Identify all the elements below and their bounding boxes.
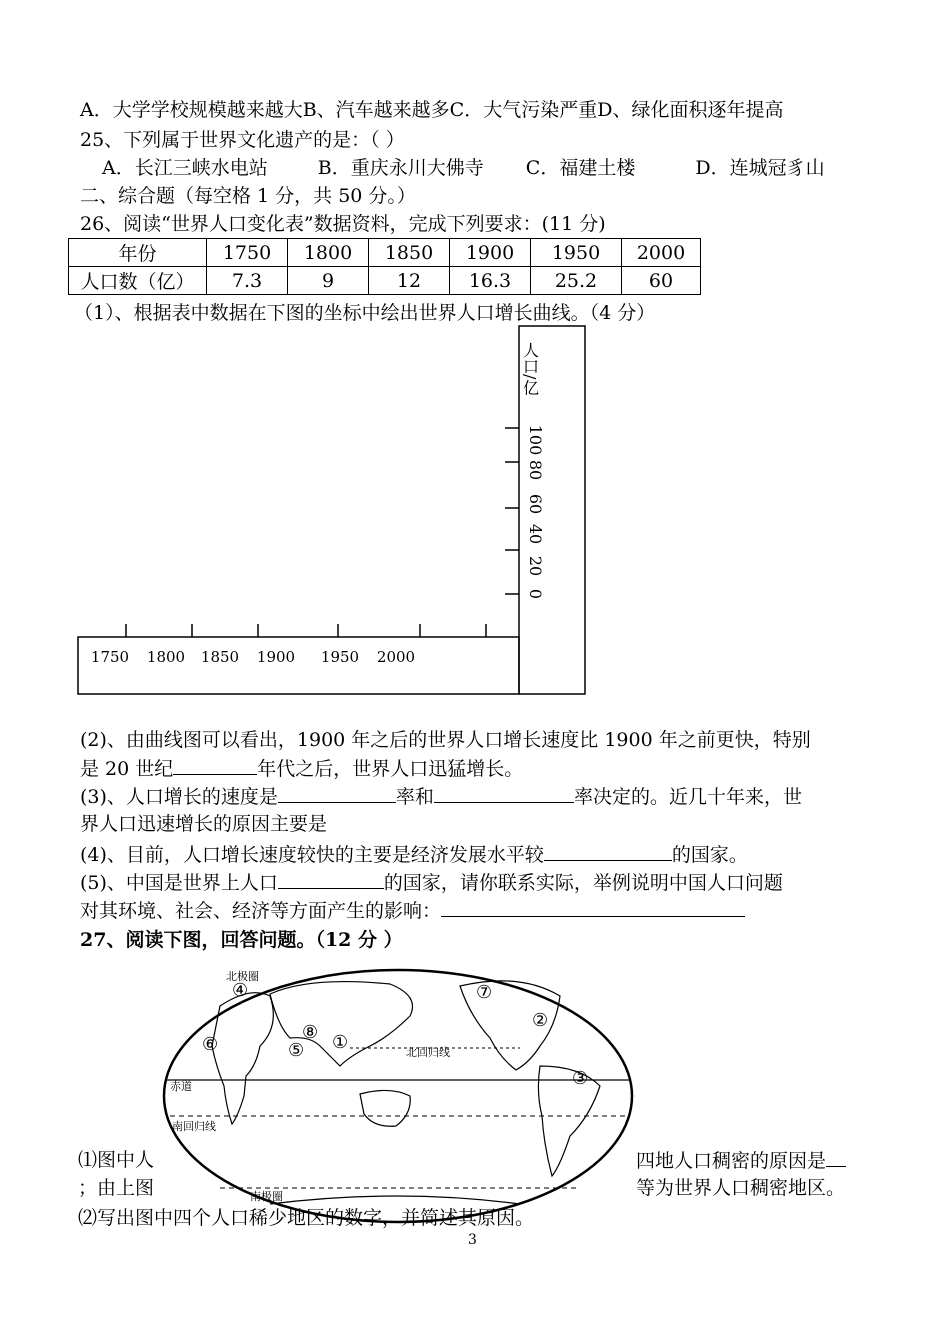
- q27-stem: 27、阅读下图，回答问题。（12 分 ）: [80, 929, 403, 951]
- q26-part5-line2: [80, 898, 745, 923]
- q26-part3-line1: [80, 784, 802, 809]
- q27-part1b-left: [78, 1176, 160, 1200]
- y-tick-label: 20: [526, 555, 545, 577]
- answer-blank[interactable]: [544, 842, 672, 861]
- q26-part3-text-c: 率决定的。近几十年来，世: [573, 786, 802, 808]
- answer-blank[interactable]: [441, 898, 745, 917]
- q27-part1-left: [78, 1148, 160, 1172]
- q26-part5-line1: [80, 870, 783, 895]
- q26-part5-text-b: 的国家，请你联系实际，举例说明中国人口问题: [383, 872, 783, 894]
- q26-part2-line2: [80, 756, 523, 781]
- marker-1: ①: [332, 1032, 349, 1053]
- table-cell: 1950: [531, 239, 622, 267]
- tropic-of-cancer-label: 北回归线: [406, 1046, 450, 1059]
- q26-part3-text-a: (3)、人口增长的速度是: [80, 786, 278, 808]
- x-axis-panel: [78, 637, 519, 694]
- marker-7: ⑦: [476, 982, 493, 1003]
- table-cell: 1900: [450, 239, 531, 267]
- equator-label: 赤道: [170, 1080, 192, 1093]
- y-tick-label: 100: [526, 424, 545, 456]
- q26-part4-text-a: (4)、目前，人口增长速度较快的主要是经济发展水平较: [80, 844, 544, 866]
- q25-option-d: D．连城冠豸山: [695, 157, 825, 179]
- marker-3: ③: [572, 1068, 589, 1089]
- q26-part2-text-a: 是 20 世纪: [80, 758, 174, 780]
- y-tick-label: 0: [526, 588, 545, 600]
- q27-part1-text-a: ⑴图中人: [78, 1149, 155, 1171]
- q26-part3-line2: 界人口迅速增长的原因主要是: [80, 813, 328, 835]
- answer-blank[interactable]: [278, 784, 396, 803]
- answer-blank[interactable]: [434, 784, 574, 803]
- q26-part1: （1）、根据表中数据在下图的坐标中绘出世界人口增长曲线。（4 分）: [74, 302, 656, 324]
- table-cell: 1850: [369, 239, 450, 267]
- table-header-population: 人口数（亿）: [69, 267, 207, 295]
- table-cell: 2000: [622, 239, 701, 267]
- x-tick-label: 1950: [320, 648, 360, 666]
- answer-blank[interactable]: [173, 756, 257, 775]
- table-header-year: 年份: [69, 239, 207, 267]
- answer-blank[interactable]: [826, 1148, 846, 1167]
- q26-part3-text-b: 率和: [395, 786, 434, 808]
- marker-4: ④: [232, 980, 249, 1001]
- q27-part1b-text-a: ；由上图: [78, 1177, 155, 1199]
- q27-part1-text-b: 四地人口稠密的原因是: [636, 1150, 827, 1172]
- q26-part2-text-b: 年代之后，世界人口迅猛增长。: [257, 758, 524, 780]
- world-map: [160, 966, 636, 1226]
- q27-part1b-text-b: 等为世界人口稠密地区。: [636, 1177, 846, 1199]
- table-cell: 12: [369, 267, 450, 295]
- q26-stem: 26、阅读“世界人口变化表”数据资料，完成下列要求：(11 分): [80, 213, 606, 235]
- table-cell: 9: [288, 267, 369, 295]
- x-tick-label: 1900: [256, 648, 296, 666]
- marker-2: ②: [532, 1010, 549, 1031]
- antarctic-circle-label: 南极圈: [250, 1190, 283, 1203]
- x-tick-label: 1800: [146, 648, 186, 666]
- q26-part5-text-a: (5)、中国是世界上人口: [80, 872, 278, 894]
- q25-option-c: C．福建土楼: [525, 157, 636, 179]
- y-tick-label: 40: [526, 523, 545, 545]
- q26-part4-text-b: 的国家。: [671, 844, 748, 866]
- table-cell: 1750: [207, 239, 288, 267]
- x-tick-label: 1850: [200, 648, 240, 666]
- y-tick-label: 60: [526, 493, 545, 515]
- q25-option-b: B．重庆永川大佛寺: [317, 157, 484, 179]
- q26-part2-line1: (2)、由曲线图可以看出，1900 年之后的世界人口增长速度比 1900 年之前更快，特别: [80, 729, 811, 751]
- y-axis-label: 人口/亿: [520, 342, 540, 396]
- tropic-of-capricorn-label: 南回归线: [172, 1120, 216, 1133]
- y-axis-ticks: [505, 425, 545, 599]
- x-tick-label: 2000: [376, 648, 416, 666]
- table-cell: 1800: [288, 239, 369, 267]
- q26-part4: [80, 842, 748, 867]
- marker-5: ⑤: [288, 1040, 305, 1061]
- q25-option-a: A．长江三峡水电站: [102, 157, 268, 179]
- q25-stem: 25、下列属于世界文化遗产的是：（ ）: [80, 129, 405, 151]
- y-tick-label: 80: [526, 459, 545, 481]
- q26-part5-text-c: 对其环境、社会、经济等方面产生的影响：: [80, 900, 442, 922]
- q27-part1-right: [636, 1148, 846, 1173]
- marker-6: ⑥: [202, 1034, 219, 1055]
- page-number: 3: [468, 1232, 477, 1248]
- map-outline: [164, 970, 632, 1222]
- table-cell: 60: [622, 267, 701, 295]
- section-2-title: 二、综合题（每空格 1 分，共 50 分。）: [80, 185, 416, 207]
- x-axis-ticks: [91, 624, 486, 666]
- q24-options: A．大学学校规模越来越大B、汽车越来越多C．大气污染严重D、绿化面积逐年提高: [80, 99, 784, 121]
- x-tick-label: 1750: [90, 648, 130, 666]
- table-cell: 7.3: [207, 267, 288, 295]
- table-cell: 16.3: [450, 267, 531, 295]
- marker-8: ⑧: [302, 1022, 319, 1043]
- q27-part2: ⑵写出图中四个人口稀少地区的数字，并简述其原因。: [78, 1207, 535, 1229]
- table-cell: 25.2: [531, 267, 622, 295]
- answer-blank[interactable]: [278, 870, 384, 889]
- arctic-circle-label: 北极圈: [226, 970, 259, 983]
- q27-part1b-right: [636, 1176, 845, 1200]
